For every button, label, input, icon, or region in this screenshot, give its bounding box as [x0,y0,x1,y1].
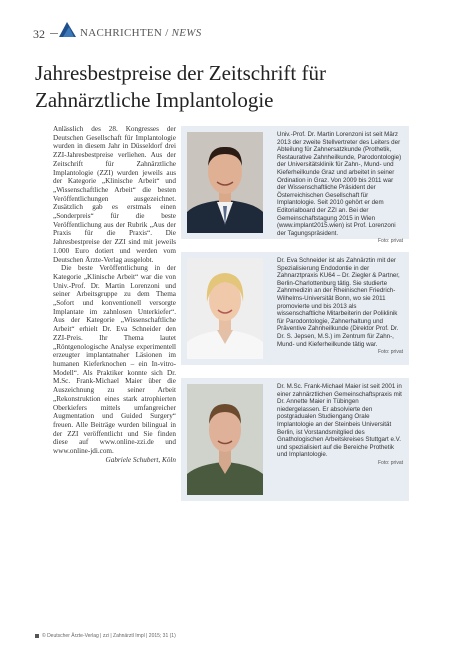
profile-caption [277,131,403,246]
portrait-man-casual [187,384,263,495]
portrait-photo [187,258,263,359]
section-label [80,27,202,39]
profile-card-maier [181,378,409,501]
profile-caption [277,257,403,357]
portrait-man-suit [187,132,263,233]
body-paragraph: Die beste Veröffentlichung in der Kategorie „Klinische Arbeit“ war die von Univ.-Prof. Dr. Martin Lorenzoni und seiner Arbeitsgruppe zu dem Thema „Sofort und konventionell versorgte Implantate im zahnlosen Unterkiefer“. Aus der Kategorie „Wissenschaftliche Arbeit“ erhielt Dr. Eva Schneider den ZZI-Preis. Ihr Thema lautet „Röntgenologische Analyse experimentell erzeugter implantatnaher Läsionen im humanen Kieferknochen – ein In-vitro-Modell“. Als Praktiker konnte sich Dr. M.Sc. Frank-Michael Maier über die Auszeichnung zu seiner Arbeit „Rekonstruktion eines stark atrophierten Oberkiefers mittels umfangreicher Augmentation und Guided Surgery“ freuen. Alle Beiträge wurden bilingual in der ZZI veröffentlicht und Sie finden diese auf www.online-zzi.de und www.online-jdi.com. [53,264,176,456]
footer-square-icon [35,634,39,638]
footer-text: © Deutscher Ärzte-Verlag | zzi | Zahnärztl Impl | 2015; 31 (1) [42,633,176,639]
page-footer [35,633,176,639]
profile-card-schneider [181,252,409,365]
profile-card-lorenzoni [181,126,409,245]
photo-credit: Foto: privat [377,459,403,466]
section-name: NACHRICHTEN [80,27,163,39]
caption-text: Dr. Eva Schneider ist als Zahnärztin mit der Spezialisierung Endodontie in der Zahnarztpraxis KU64 – Dr. Ziegler & Partner, Berlin-Charlottenburg tätig. Sie studierte Zahnmedizin an der Rheinischen Friedrich-Wilhelms-Universität Bonn, wo sie 2011 promovierte und bis 2013 als wissenschaftliche Mitarbeiterin der Poliklinik für Parodontologie, Zahnerhaltung und Präventive Zahnheilkunde (Direktor Prof. Dr. Dr. S. Jepsen, M.S.) im Zentrum für Zahn-, Mund- und Kieferheilkunde tätig war. [277,257,400,348]
subsection-name: NEWS [171,27,202,39]
journal-logo [57,21,77,39]
page-header [0,0,468,50]
body-paragraph: Anlässlich des 28. Kongresses der Deutschen Gesellschaft für Implantologie wurden in diesem Jahr in Düsseldorf drei ZZI-Jahresbestpreise verliehen. Aus der Zeitschrift für Zahnärztliche Implantologie (ZZI) wurden jeweils aus der Kategorie „Klinische Arbeit“ und „Wissenschaftliche Arbeit“ die besten Veröffentlichungen ausgezeichnet. Zusätzlich gab es erstmals einen „Sonderpreis“ für die beste Veröffentlichung aus der Rubrik „Aus der Praxis für die Praxis“. Die Jahresbestpreise der ZZI sind mit jeweils 1.000 Euro dotiert und werden vom Deutschen Ärzte-Verlag ausgelobt. [53,125,176,264]
portrait-woman-white-coat [187,258,263,359]
page-number: 32 [33,27,45,41]
profile-caption [277,383,403,468]
caption-text: Univ.-Prof. Dr. Martin Lorenzoni ist seit März 2013 der zweite Stellvertreter des Leiters der Abteilung für Zahnersatzkunde (Prothetik, Restaurative Zahnheilkunde, Parodontologie) der Universitätsklinik für Zahn-, Mund- und Kieferheilkunde Graz und arbeitet in seiner Ordination in Graz. Von 2009 bis 2011 war der Wissenschaftliche Präsident der Österreichischen Gesellschaft für Implantologie. Seit 2010 gehört er dem Editorialboard der ZZI an. Bei der Gemeinschaftstagung 2015 in Wien (www.implant2015.wien) ist Prof. Lorenzoni der Tagungspräsident. [277,131,402,237]
caption-text: Dr. M.Sc. Frank-Michael Maier ist seit 2001 in einer zahnärztlichen Gemeinschaftspraxis mit Dr. Annette Maier in Tübingen niedergelassen. Er absolvierte den postgradualen Studiengang Orale Implantologie an der Steinbeis Universität Berlin, ist Vorstandsmitglied des Gnathologischen Arbeitskreises Stuttgart e.V. und spezialisiert auf die Bereiche Prothetik und Implantologie. [277,383,402,459]
article-title: Jahresbestpreise der Zeitschrift für Zahnärztliche Implantologie [35,61,326,112]
article-body [53,125,176,464]
portrait-photo [187,384,263,495]
portrait-photo [187,132,263,233]
section-separator: / [165,27,169,39]
photo-credit: Foto: privat [377,238,403,245]
photo-credit: Foto: privat [377,349,403,356]
author-byline: Gabriele Schubert, Köln [105,455,176,464]
